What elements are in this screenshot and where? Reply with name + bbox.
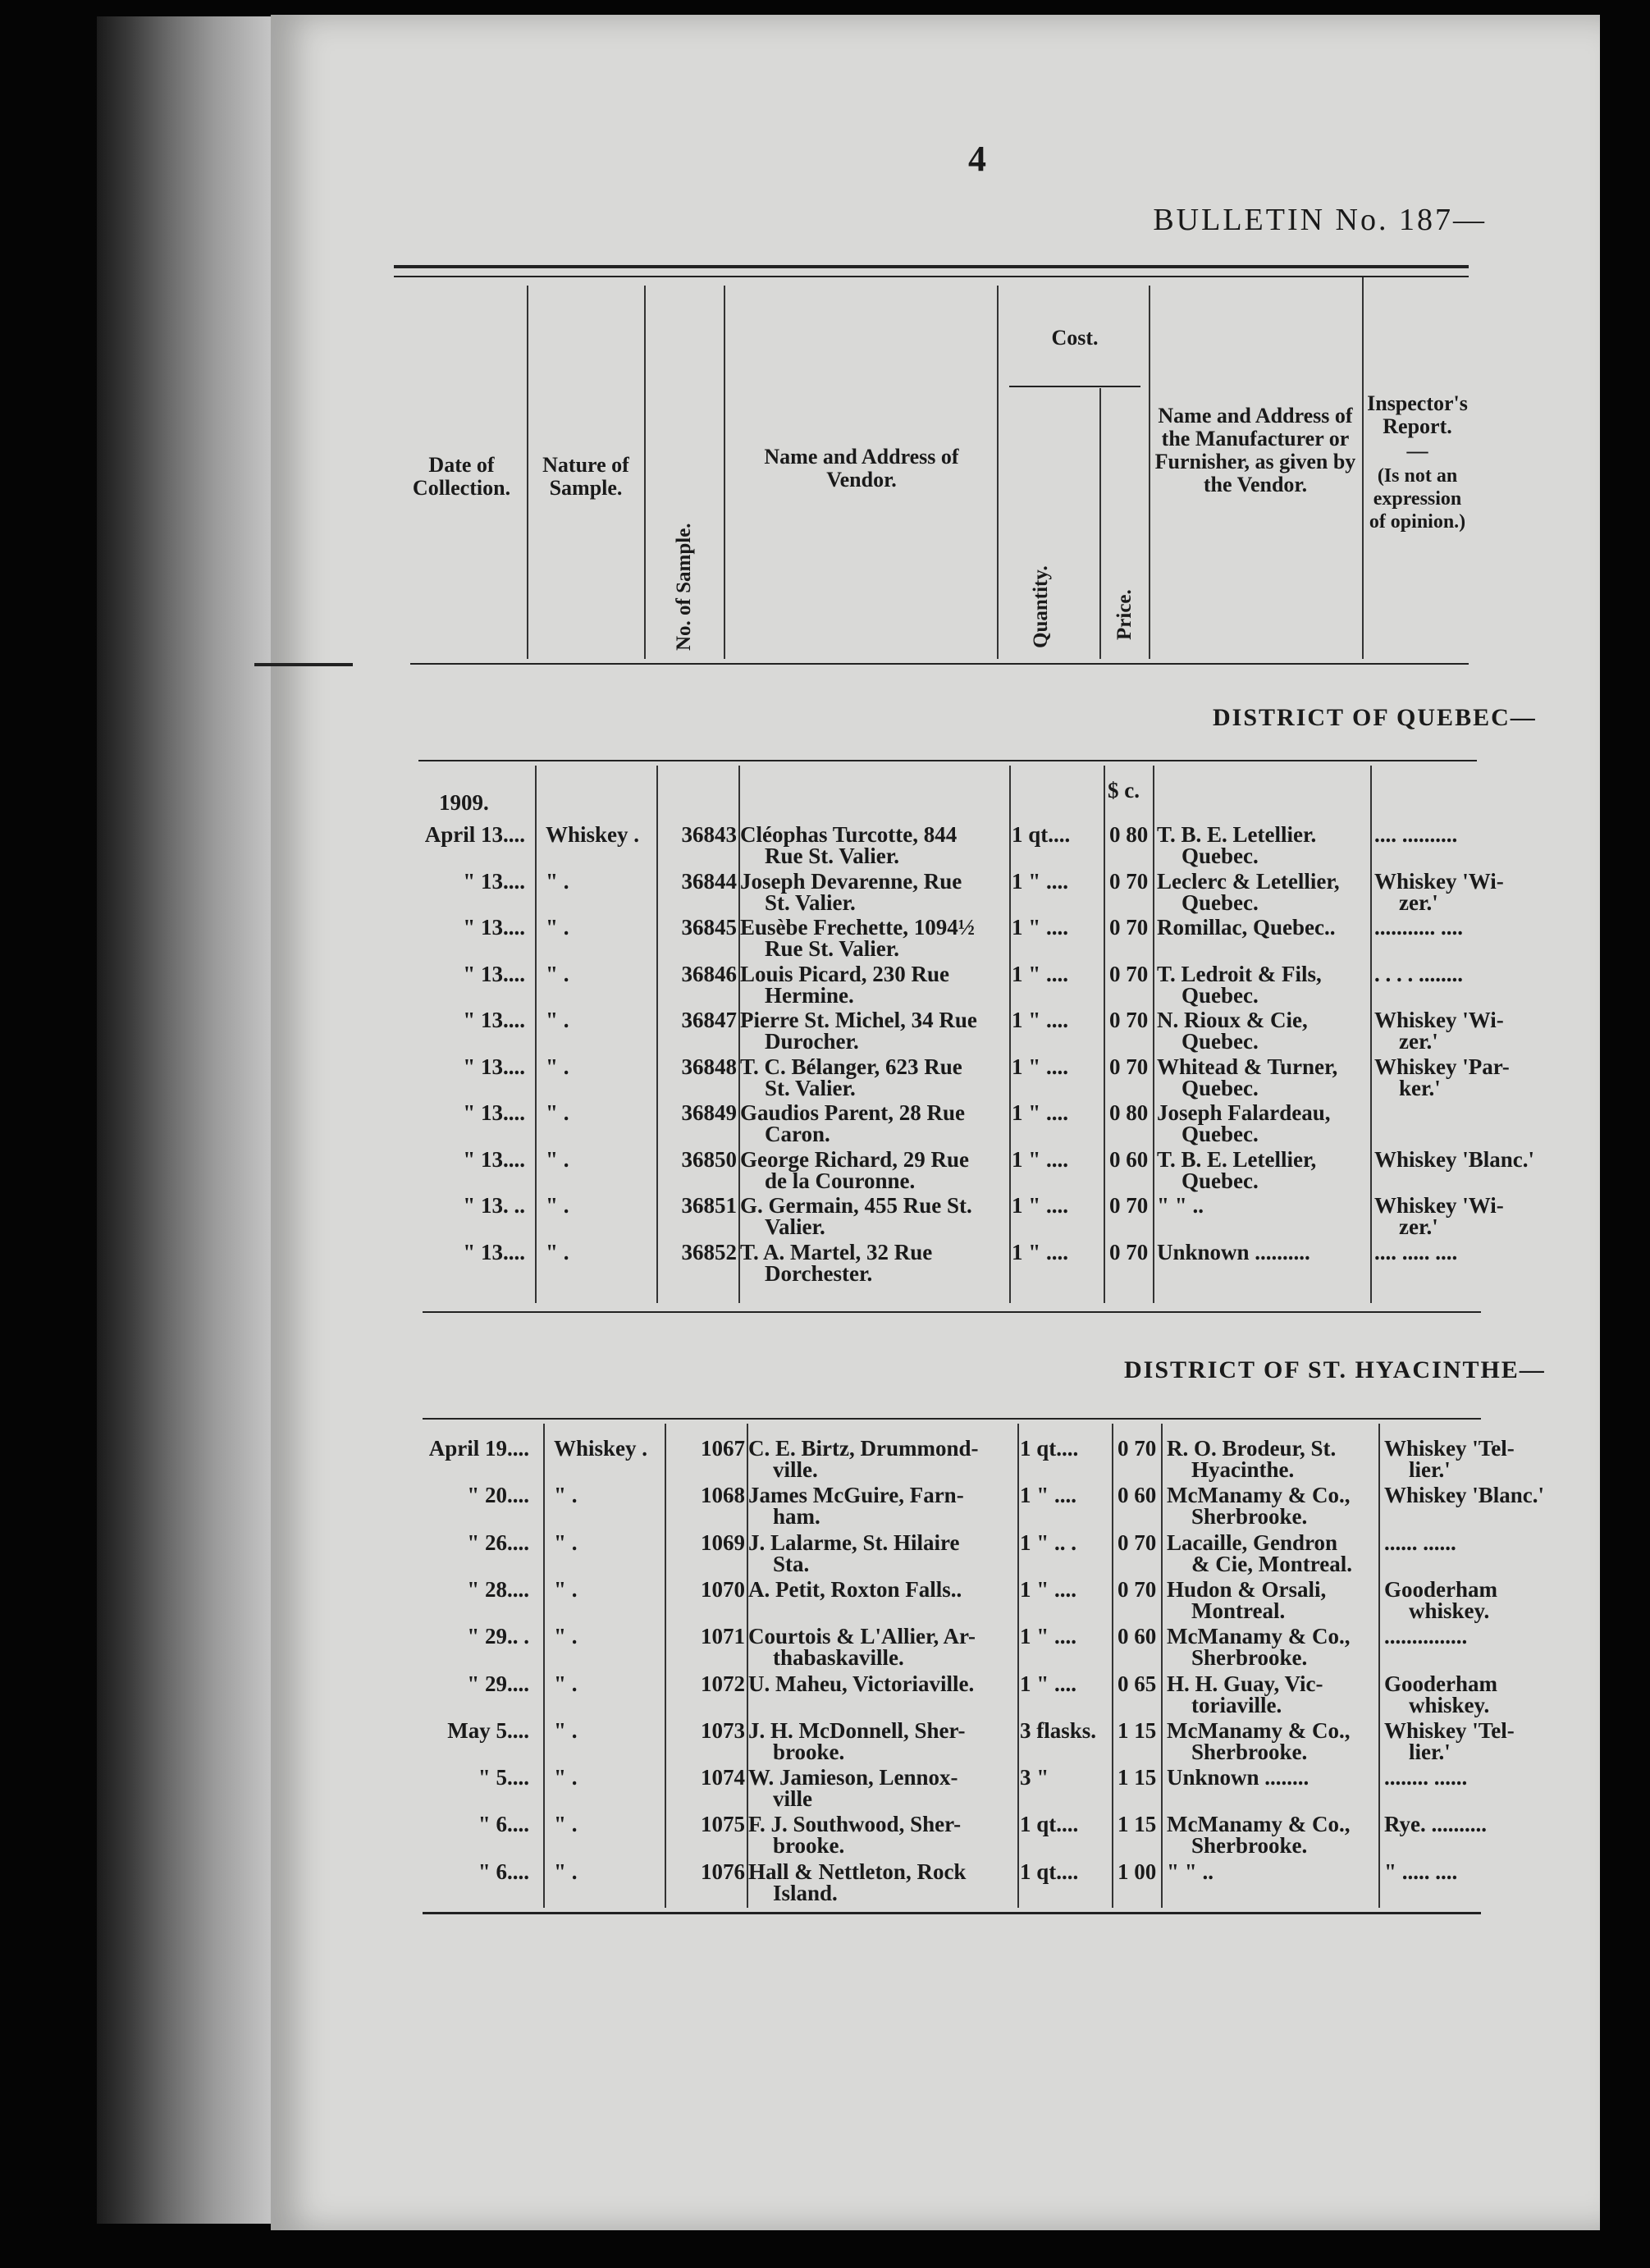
header-nature: Nature of Sample. bbox=[542, 453, 629, 500]
nature-cell: " . bbox=[546, 1193, 569, 1218]
date-cell: " 13.... bbox=[463, 915, 525, 940]
quantity-cell: 1 " .... bbox=[1012, 1054, 1068, 1079]
table-row bbox=[271, 823, 1600, 869]
vendor-address-cell: Island. bbox=[773, 1880, 838, 1905]
column-divider bbox=[1009, 766, 1011, 1303]
nature-cell: " . bbox=[554, 1765, 578, 1790]
date-cell: " 6.... bbox=[478, 1859, 529, 1884]
manufacturer-location-cell: Quebec. bbox=[1182, 1168, 1259, 1193]
manufacturer-location-cell: Quebec. bbox=[1182, 1075, 1259, 1100]
header-inspector-note: (Is not an expression of opinion.) bbox=[1369, 465, 1466, 533]
stray-dash bbox=[254, 663, 353, 666]
quantity-cell: 1 qt.... bbox=[1020, 1436, 1079, 1461]
table-row bbox=[271, 1578, 1600, 1624]
quantity-cell: 1 " .... bbox=[1020, 1671, 1076, 1696]
inspector-report-cell: Whiskey 'Wi- bbox=[1374, 1193, 1504, 1218]
vendor-address-cell: Valier. bbox=[765, 1214, 825, 1239]
manufacturer-location-cell: Quebec. bbox=[1182, 844, 1259, 868]
column-divider bbox=[1017, 1424, 1019, 1908]
header-divider bbox=[1099, 388, 1101, 659]
manufacturer-cell: McManamy & Co., bbox=[1167, 1483, 1351, 1508]
column-divider bbox=[543, 1424, 545, 1908]
date-cell: " 13.... bbox=[463, 868, 525, 894]
price-cell: 0 70 bbox=[1109, 915, 1149, 940]
vendor-address-cell: brooke. bbox=[773, 1739, 845, 1764]
nature-cell: " . bbox=[554, 1859, 578, 1884]
date-cell: " 13.... bbox=[463, 1008, 525, 1032]
quantity-cell: 1 " .. . bbox=[1020, 1530, 1076, 1555]
inspector-report-cell: Whiskey 'Tel- bbox=[1384, 1717, 1515, 1743]
sample-number-cell: 1070 bbox=[701, 1576, 745, 1602]
date-cell: " 13.... bbox=[463, 1054, 525, 1079]
quantity-cell: 1 " .... bbox=[1012, 868, 1068, 894]
sample-number-cell: 36852 bbox=[681, 1239, 737, 1264]
nature-cell: " . bbox=[546, 1008, 569, 1032]
manufacturer-location-cell: Sherbrooke. bbox=[1191, 1504, 1308, 1530]
manufacturer-cell: Romillac, Quebec.. bbox=[1157, 915, 1336, 940]
header-divider bbox=[1362, 277, 1364, 659]
price-cell: 0 65 bbox=[1118, 1671, 1157, 1696]
vendor-address-cell: de la Couronne. bbox=[765, 1168, 916, 1193]
price-cell: 0 70 bbox=[1109, 1008, 1149, 1032]
date-cell: April 13.... bbox=[424, 822, 525, 847]
header-divider bbox=[527, 286, 528, 659]
vendor-name-cell: F. J. Southwood, Sher- bbox=[748, 1812, 962, 1837]
quebec-currency-label: $ c. bbox=[1108, 778, 1140, 802]
sample-number-cell: 36850 bbox=[681, 1146, 737, 1172]
table-row bbox=[271, 1484, 1600, 1530]
manufacturer-cell: Hudon & Orsali, bbox=[1167, 1576, 1327, 1602]
table-row bbox=[271, 1437, 1600, 1483]
column-divider bbox=[1104, 766, 1105, 1303]
vendor-address-cell: thabaskaville. bbox=[773, 1645, 904, 1671]
quantity-cell: 1 " .... bbox=[1020, 1624, 1076, 1649]
quantity-cell: 1 " .... bbox=[1012, 1239, 1068, 1264]
inspector-report-cell: Whiskey 'Wi- bbox=[1374, 1008, 1504, 1032]
inspector-report-cell: .... ..... .... bbox=[1374, 1239, 1458, 1264]
price-cell: 0 80 bbox=[1109, 1100, 1149, 1125]
inspector-report-cont-cell: lier.' bbox=[1409, 1739, 1451, 1764]
table-row bbox=[271, 963, 1600, 1008]
price-cell: 1 15 bbox=[1118, 1765, 1157, 1790]
vendor-name-cell: T. C. Bélanger, 623 Rue bbox=[740, 1054, 962, 1079]
manufacturer-cell: McManamy & Co., bbox=[1167, 1717, 1351, 1743]
nature-cell: " . bbox=[546, 868, 569, 894]
price-cell: 0 60 bbox=[1109, 1146, 1149, 1172]
vendor-name-cell: Courtois & L'Allier, Ar- bbox=[748, 1624, 976, 1649]
inspector-report-cell: Whiskey 'Par- bbox=[1374, 1054, 1510, 1079]
district-st-hyacinthe-title: DISTRICT OF ST. HYACINTHE— bbox=[1124, 1356, 1546, 1383]
price-cell: 0 70 bbox=[1109, 1193, 1149, 1218]
manufacturer-location-cell: Quebec. bbox=[1182, 982, 1259, 1008]
sample-number-cell: 36844 bbox=[681, 868, 737, 894]
inspector-report-cell: ............... bbox=[1384, 1624, 1468, 1649]
column-divider bbox=[665, 1424, 666, 1908]
price-cell: 1 00 bbox=[1118, 1859, 1157, 1884]
column-divider bbox=[1378, 1424, 1380, 1908]
vendor-name-cell: Joseph Devarenne, Rue bbox=[740, 868, 962, 894]
manufacturer-cell: N. Rioux & Cie, bbox=[1157, 1008, 1308, 1032]
quantity-cell: 1 " .... bbox=[1012, 961, 1068, 986]
inspector-report-cell: " ..... .... bbox=[1384, 1859, 1458, 1884]
nature-cell: " . bbox=[554, 1812, 578, 1837]
vendor-name-cell: Cléophas Turcotte, 844 bbox=[740, 822, 958, 847]
header-bottom-rule bbox=[410, 663, 1469, 665]
quantity-cell: 3 flasks. bbox=[1020, 1717, 1097, 1743]
quebec-bottom-rule bbox=[423, 1311, 1481, 1313]
vendor-name-cell: Louis Picard, 230 Rue bbox=[740, 961, 950, 986]
date-cell: " 13.... bbox=[463, 1146, 525, 1172]
page-content bbox=[271, 15, 1600, 2230]
price-cell: 0 70 bbox=[1118, 1436, 1157, 1461]
page-number: 4 bbox=[968, 139, 986, 179]
price-cell: 1 15 bbox=[1118, 1812, 1157, 1837]
header-inspector-title: Inspector's Report. bbox=[1367, 391, 1468, 438]
manufacturer-cell: McManamy & Co., bbox=[1167, 1812, 1351, 1837]
table-row bbox=[271, 1008, 1600, 1054]
manufacturer-cell: " " .. bbox=[1157, 1193, 1204, 1218]
table-row bbox=[271, 1672, 1600, 1718]
nature-cell: " . bbox=[554, 1576, 578, 1602]
manufacturer-location-cell: Hyacinthe. bbox=[1191, 1457, 1295, 1482]
date-cell: " 29.... bbox=[467, 1671, 529, 1696]
inspector-report-cell: ........ ...... bbox=[1384, 1765, 1468, 1790]
date-cell: " 13.... bbox=[463, 961, 525, 986]
inspector-report-cell: .... .......... bbox=[1374, 822, 1458, 847]
header-top-rule bbox=[394, 265, 1469, 268]
vendor-name-cell: W. Jamieson, Lennox- bbox=[748, 1765, 958, 1790]
quantity-cell: 1 " .... bbox=[1012, 1146, 1068, 1172]
price-cell: 0 70 bbox=[1118, 1576, 1157, 1602]
manufacturer-cell: McManamy & Co., bbox=[1167, 1624, 1351, 1649]
nature-cell: Whiskey . bbox=[554, 1436, 648, 1461]
vendor-name-cell: George Richard, 29 Rue bbox=[740, 1146, 969, 1172]
inspector-report-cell: ........... .... bbox=[1374, 915, 1463, 940]
header-inspector-dash: — bbox=[1406, 439, 1428, 463]
price-cell: 0 80 bbox=[1109, 822, 1149, 847]
quantity-cell: 1 " .... bbox=[1012, 1193, 1068, 1218]
sample-number-cell: 1072 bbox=[701, 1671, 745, 1696]
date-cell: " 20.... bbox=[467, 1483, 529, 1508]
district-quebec-title: DISTRICT OF QUEBEC— bbox=[1213, 704, 1537, 731]
document-page bbox=[271, 15, 1600, 2230]
table-row bbox=[271, 1194, 1600, 1240]
quantity-cell: 1 qt.... bbox=[1012, 822, 1071, 847]
header-quantity: Quantity. bbox=[1030, 565, 1052, 648]
manufacturer-location-cell: Quebec. bbox=[1182, 1122, 1259, 1146]
table-row bbox=[271, 1719, 1600, 1765]
column-divider bbox=[747, 1424, 748, 1908]
inspector-report-cont-cell: zer.' bbox=[1399, 1029, 1438, 1054]
vendor-name-cell: Eusèbe Frechette, 1094½ bbox=[740, 915, 975, 940]
vendor-address-cell: Hermine. bbox=[765, 982, 854, 1008]
sample-number-cell: 1075 bbox=[701, 1812, 745, 1837]
quantity-cell: 1 qt.... bbox=[1020, 1812, 1079, 1837]
inspector-report-cont-cell: ker.' bbox=[1399, 1075, 1441, 1100]
table-row bbox=[271, 1241, 1600, 1287]
manufacturer-cell: T. B. E. Letellier. bbox=[1157, 822, 1317, 847]
header-sample-no: No. of Sample. bbox=[673, 523, 695, 651]
sample-number-cell: 1073 bbox=[701, 1717, 745, 1743]
inspector-report-cell: Whiskey 'Tel- bbox=[1384, 1436, 1515, 1461]
quebec-top-rule bbox=[418, 760, 1477, 761]
nature-cell: " . bbox=[554, 1671, 578, 1696]
vendor-address-cell: St. Valier. bbox=[765, 1075, 856, 1100]
manufacturer-cell: Joseph Falardeau, bbox=[1157, 1100, 1331, 1125]
price-cell: 0 70 bbox=[1109, 868, 1149, 894]
inspector-report-cont-cell: whiskey. bbox=[1409, 1598, 1490, 1623]
header-vendor: Name and Address of Vendor. bbox=[764, 445, 959, 492]
column-divider bbox=[1153, 766, 1154, 1303]
header-divider bbox=[724, 286, 725, 659]
header-top-rule-2 bbox=[394, 276, 1469, 277]
sample-number-cell: 36847 bbox=[681, 1008, 737, 1032]
manufacturer-cell: H. H. Guay, Vic- bbox=[1167, 1671, 1323, 1696]
inspector-report-cell: Gooderham bbox=[1384, 1576, 1497, 1602]
nature-cell: " . bbox=[554, 1624, 578, 1649]
vendor-address-cell: ville bbox=[773, 1786, 812, 1812]
nature-cell: " . bbox=[546, 915, 569, 940]
inspector-report-cont-cell: zer.' bbox=[1399, 1214, 1438, 1239]
vendor-name-cell: James McGuire, Farn- bbox=[748, 1483, 964, 1508]
manufacturer-location-cell: Sherbrooke. bbox=[1191, 1739, 1308, 1764]
sample-number-cell: 1071 bbox=[701, 1624, 745, 1649]
inspector-report-cell: Rye. .......... bbox=[1384, 1812, 1488, 1837]
vendor-name-cell: J. Lalarme, St. Hilaire bbox=[748, 1530, 960, 1555]
date-cell: " 6.... bbox=[478, 1812, 529, 1837]
manufacturer-location-cell: Quebec. bbox=[1182, 889, 1259, 915]
vendor-address-cell: ham. bbox=[773, 1504, 820, 1530]
column-divider bbox=[738, 766, 740, 1303]
hyacinthe-bottom-rule bbox=[423, 1912, 1481, 1914]
vendor-name-cell: U. Maheu, Victoriaville. bbox=[748, 1671, 975, 1696]
quantity-cell: 3 " bbox=[1020, 1765, 1049, 1790]
price-cell: 0 70 bbox=[1118, 1530, 1157, 1555]
table-row bbox=[271, 1101, 1600, 1147]
inspector-report-cell: Whiskey 'Wi- bbox=[1374, 868, 1504, 894]
header-date: Date of Collection. bbox=[412, 453, 511, 500]
date-cell: " 26.... bbox=[467, 1530, 529, 1555]
price-cell: 0 70 bbox=[1109, 1239, 1149, 1264]
column-divider bbox=[656, 766, 658, 1303]
date-cell: May 5.... bbox=[447, 1717, 529, 1743]
date-cell: " 29.. . bbox=[467, 1624, 529, 1649]
sample-number-cell: 36843 bbox=[681, 822, 737, 847]
manufacturer-cell: Unknown .......... bbox=[1157, 1239, 1310, 1264]
column-divider bbox=[1161, 1424, 1163, 1908]
inspector-report-cont-cell: lier.' bbox=[1409, 1457, 1451, 1482]
vendor-address-cell: brooke. bbox=[773, 1833, 845, 1859]
vendor-name-cell: J. H. McDonnell, Sher- bbox=[748, 1717, 966, 1743]
nature-cell: " . bbox=[546, 961, 569, 986]
inspector-report-cell: Gooderham bbox=[1384, 1671, 1497, 1696]
nature-cell: " . bbox=[554, 1530, 578, 1555]
running-head: BULLETIN No. 187— bbox=[1153, 203, 1487, 237]
manufacturer-location-cell: toriaville. bbox=[1191, 1692, 1282, 1717]
manufacturer-location-cell: & Cie, Montreal. bbox=[1191, 1551, 1352, 1576]
date-cell: " 28.... bbox=[467, 1576, 529, 1602]
inspector-report-cont-cell: zer.' bbox=[1399, 889, 1438, 915]
inspector-report-cell: . . . . ........ bbox=[1374, 961, 1463, 986]
inspector-report-cell: ...... ...... bbox=[1384, 1530, 1456, 1555]
table-row bbox=[271, 916, 1600, 962]
manufacturer-cell: Lacaille, Gendron bbox=[1167, 1530, 1338, 1555]
price-cell: 0 60 bbox=[1118, 1624, 1157, 1649]
quantity-cell: 1 qt.... bbox=[1020, 1859, 1079, 1884]
table-row bbox=[271, 870, 1600, 916]
manufacturer-cell: Leclerc & Letellier, bbox=[1157, 868, 1340, 894]
hyacinthe-top-rule bbox=[423, 1418, 1481, 1420]
quebec-year: 1909. bbox=[439, 790, 489, 815]
manufacturer-location-cell: Sherbrooke. bbox=[1191, 1833, 1308, 1859]
vendor-address-cell: Rue St. Valier. bbox=[765, 936, 900, 961]
sample-number-cell: 36849 bbox=[681, 1100, 737, 1125]
column-divider bbox=[1370, 766, 1372, 1303]
vendor-address-cell: Durocher. bbox=[765, 1029, 859, 1054]
sample-number-cell: 1074 bbox=[701, 1765, 745, 1790]
nature-cell: " . bbox=[546, 1146, 569, 1172]
vendor-name-cell: A. Petit, Roxton Falls.. bbox=[748, 1576, 962, 1602]
vendor-name-cell: G. Germain, 455 Rue St. bbox=[740, 1193, 972, 1218]
sample-number-cell: 36845 bbox=[681, 915, 737, 940]
header-cost: Cost. bbox=[1051, 326, 1099, 350]
nature-cell: " . bbox=[546, 1054, 569, 1079]
vendor-address-cell: St. Valier. bbox=[765, 889, 856, 915]
vendor-name-cell: Pierre St. Michel, 34 Rue bbox=[740, 1008, 977, 1032]
table-row bbox=[271, 1531, 1600, 1577]
quantity-cell: 1 " .... bbox=[1020, 1483, 1076, 1508]
date-cell: " 13. .. bbox=[463, 1193, 525, 1218]
nature-cell: " . bbox=[546, 1239, 569, 1264]
price-cell: 0 60 bbox=[1118, 1483, 1157, 1508]
vendor-name-cell: T. A. Martel, 32 Rue bbox=[740, 1239, 933, 1264]
manufacturer-location-cell: Montreal. bbox=[1191, 1598, 1286, 1623]
column-divider bbox=[1112, 1424, 1113, 1908]
manufacturer-cell: " " .. bbox=[1167, 1859, 1214, 1884]
sample-number-cell: 36848 bbox=[681, 1054, 737, 1079]
date-cell: " 13.... bbox=[463, 1100, 525, 1125]
manufacturer-cell: Unknown ........ bbox=[1167, 1765, 1309, 1790]
vendor-name-cell: Hall & Nettleton, Rock bbox=[748, 1859, 967, 1884]
table-row bbox=[271, 1766, 1600, 1812]
sample-number-cell: 36851 bbox=[681, 1193, 737, 1218]
nature-cell: " . bbox=[554, 1483, 578, 1508]
date-cell: " 13.... bbox=[463, 1239, 525, 1264]
vendor-address-cell: Sta. bbox=[773, 1551, 810, 1576]
sample-number-cell: 1067 bbox=[701, 1436, 745, 1461]
header-price: Price. bbox=[1113, 589, 1136, 640]
manufacturer-cell: Whitead & Turner, bbox=[1157, 1054, 1338, 1079]
quantity-cell: 1 " .... bbox=[1012, 915, 1068, 940]
vendor-name-cell: C. E. Birtz, Drummond- bbox=[748, 1436, 979, 1461]
header-divider bbox=[1149, 286, 1150, 659]
manufacturer-cell: T. Ledroit & Fils, bbox=[1157, 961, 1322, 986]
nature-cell: " . bbox=[554, 1717, 578, 1743]
price-cell: 1 15 bbox=[1118, 1717, 1157, 1743]
quantity-cell: 1 " .... bbox=[1012, 1008, 1068, 1032]
inspector-report-cont-cell: whiskey. bbox=[1409, 1692, 1490, 1717]
vendor-name-cell: Gaudios Parent, 28 Rue bbox=[740, 1100, 966, 1125]
vendor-address-cell: Dorchester. bbox=[765, 1260, 873, 1286]
nature-cell: Whiskey . bbox=[546, 822, 640, 847]
table-row bbox=[271, 1813, 1600, 1859]
quantity-cell: 1 " .... bbox=[1012, 1100, 1068, 1125]
table-row bbox=[271, 1860, 1600, 1906]
vendor-address-cell: Caron. bbox=[765, 1122, 830, 1146]
header-divider bbox=[644, 286, 646, 659]
price-cell: 0 70 bbox=[1109, 961, 1149, 986]
manufacturer-location-cell: Sherbrooke. bbox=[1191, 1645, 1308, 1671]
date-cell: " 5.... bbox=[478, 1765, 529, 1790]
manufacturer-cell: T. B. E. Letellier, bbox=[1157, 1146, 1317, 1172]
table-row bbox=[271, 1055, 1600, 1101]
table-row bbox=[271, 1625, 1600, 1671]
sample-number-cell: 36846 bbox=[681, 961, 737, 986]
table-row bbox=[271, 1148, 1600, 1194]
column-divider bbox=[535, 766, 537, 1303]
date-cell: April 19.... bbox=[428, 1436, 529, 1461]
nature-cell: " . bbox=[546, 1100, 569, 1125]
vendor-address-cell: Rue St. Valier. bbox=[765, 844, 900, 868]
manufacturer-location-cell: Quebec. bbox=[1182, 1029, 1259, 1054]
sample-number-cell: 1068 bbox=[701, 1483, 745, 1508]
price-cell: 0 70 bbox=[1109, 1054, 1149, 1079]
manufacturer-cell: R. O. Brodeur, St. bbox=[1167, 1436, 1337, 1461]
cost-underline bbox=[1009, 386, 1140, 387]
inspector-report-cell: Whiskey 'Blanc.' bbox=[1384, 1483, 1545, 1508]
vendor-address-cell: ville. bbox=[773, 1457, 818, 1482]
sample-number-cell: 1069 bbox=[701, 1530, 745, 1555]
header-manufacturer: Name and Address of the Manufacturer or Furnisher, as given by the Vendor. bbox=[1154, 404, 1356, 496]
sample-number-cell: 1076 bbox=[701, 1859, 745, 1884]
header-divider bbox=[997, 286, 999, 659]
inspector-report-cell: Whiskey 'Blanc.' bbox=[1374, 1146, 1535, 1172]
quantity-cell: 1 " .... bbox=[1020, 1576, 1076, 1602]
